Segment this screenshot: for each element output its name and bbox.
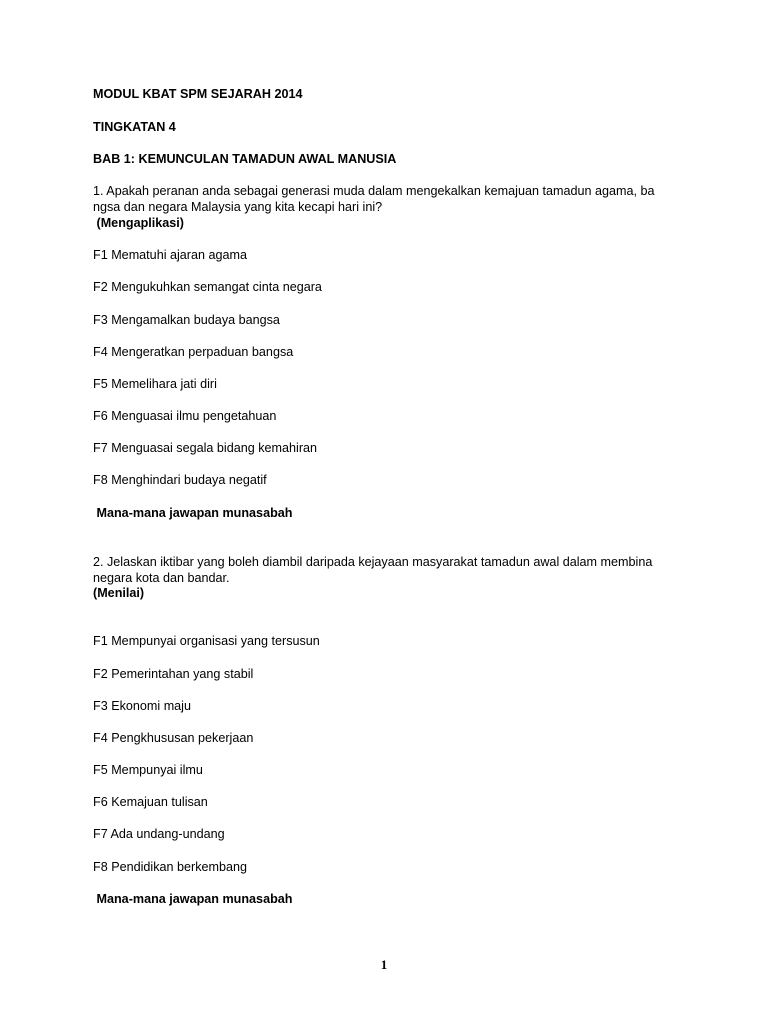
question-1-point-1: F1 Mematuhi ajaran agama xyxy=(93,248,248,262)
question-1-point-5: F5 Memelihara jati diri xyxy=(93,377,217,391)
question-1-point-7: F7 Menguasai segala bidang kemahiran xyxy=(93,441,318,455)
page-number: 1 xyxy=(380,957,388,972)
question-2-point-6: F6 Kemajuan tulisan xyxy=(93,795,208,809)
question-2-text-line-2: negara kota dan bandar. xyxy=(93,571,230,585)
question-1-point-3: F3 Mengamalkan budaya bangsa xyxy=(93,313,280,327)
question-1-point-6: F6 Menguasai ilmu pengetahuan xyxy=(93,409,277,423)
question-1-point-4: F4 Mengeratkan perpaduan bangsa xyxy=(93,345,294,359)
form-level: TINGKATAN 4 xyxy=(93,120,176,134)
question-1-skill: (Mengaplikasi) xyxy=(93,216,184,230)
question-2-point-2: F2 Pemerintahan yang stabil xyxy=(93,667,254,681)
question-1-point-2: F2 Mengukuhkan semangat cinta negara xyxy=(93,280,322,294)
question-2-text-line-1: 2. Jelaskan iktibar yang boleh diambil daripada kejayaan masyarakat tamadun awal dalam membina xyxy=(93,555,653,569)
question-1-text-line-1: 1. Apakah peranan anda sebagai generasi muda dalam mengekalkan kemajuan tamadun agama, ba xyxy=(93,184,655,198)
question-2-point-5: F5 Mempunyai ilmu xyxy=(93,763,203,777)
question-2-point-8: F8 Pendidikan berkembang xyxy=(93,860,248,874)
chapter-heading: BAB 1: KEMUNCULAN TAMADUN AWAL MANUSIA xyxy=(93,152,397,166)
question-2-point-4: F4 Pengkhususan pekerjaan xyxy=(93,731,254,745)
question-2-point-1: F1 Mempunyai organisasi yang tersusun xyxy=(93,634,320,648)
question-2-point-3: F3 Ekonomi maju xyxy=(93,699,191,713)
question-2-answer-note: Mana-mana jawapan munasabah xyxy=(93,892,293,906)
question-1-answer-note: Mana-mana jawapan munasabah xyxy=(93,506,293,520)
question-1-text-line-2: ngsa dan negara Malaysia yang kita kecapi hari ini? xyxy=(93,200,383,214)
question-2-skill: (Menilai) xyxy=(93,586,145,600)
document-title: MODUL KBAT SPM SEJARAH 2014 xyxy=(93,87,303,101)
question-2-point-7: F7 Ada undang-undang xyxy=(93,827,225,841)
question-1-point-8: F8 Menghindari budaya negatif xyxy=(93,473,267,487)
